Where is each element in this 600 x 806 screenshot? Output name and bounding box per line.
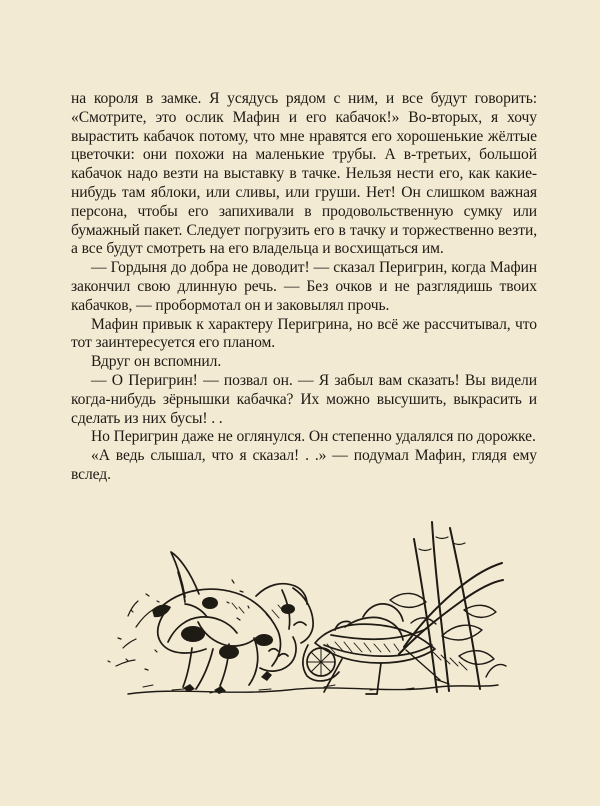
paragraph-muffin-used-to: Мафин привык к характеру Перигрина, но всё же рассчитывал, что тот заинтересуется его планом.: [71, 315, 537, 352]
paragraph-muffin-calls: — О Перигрин! — позвал он. — Я забыл вам сказать! Вы видели когда-нибудь зёрнышки кабачка? Их можно высушить, выкрасить и сделать из них бусы! . .: [71, 371, 537, 427]
paragraph-peregrine-reply: — Гордыня до добра не доводит! — сказал Перигрин, когда Мафин закончил свою длинную речь. — Без очков и не разглядишь твоих кабачков, — пробормотал он и заковылял прочь.: [71, 259, 537, 314]
donkey-digging-wheelbarrow-icon: [88, 506, 508, 706]
paragraph-muffin-thinks: «А ведь слышал, что я сказал! . .» — подумал Мафин, глядя ему вслед.: [71, 447, 537, 483]
paragraph-continuation: на короля в замке. Я усядусь рядом с ним, и все будут говорить: «Смотрите, это ослик Мафин и его кабачок!» Во-вторых, я хочу вырастить кабачок потому, что мне нравятся его хорошенькие жёлтые цветочки: они похожи на маленькие трубы. А в-третьих, большой кабачок надо везти на выставку в тачке. Нельзя нести его, как какие-нибудь там яблоки, или сливы, или груши. Нет! Он слишком важная персона, чтобы его запихивали в продовольственную сумку или бумажный пакет. Следует погрузить его в тачку и торжественно везти, а все будут смотреть на его владельца и восхищаться им.: [71, 90, 537, 258]
page-text: [71, 90, 537, 485]
donkey: [158, 552, 313, 689]
paragraph-suddenly: Вдруг он вспомнил.: [91, 353, 222, 371]
paragraph-peregrine-leaves: Но Перигрин даже не оглянулся. Он степенно удалялся по дорожке.: [91, 428, 536, 446]
